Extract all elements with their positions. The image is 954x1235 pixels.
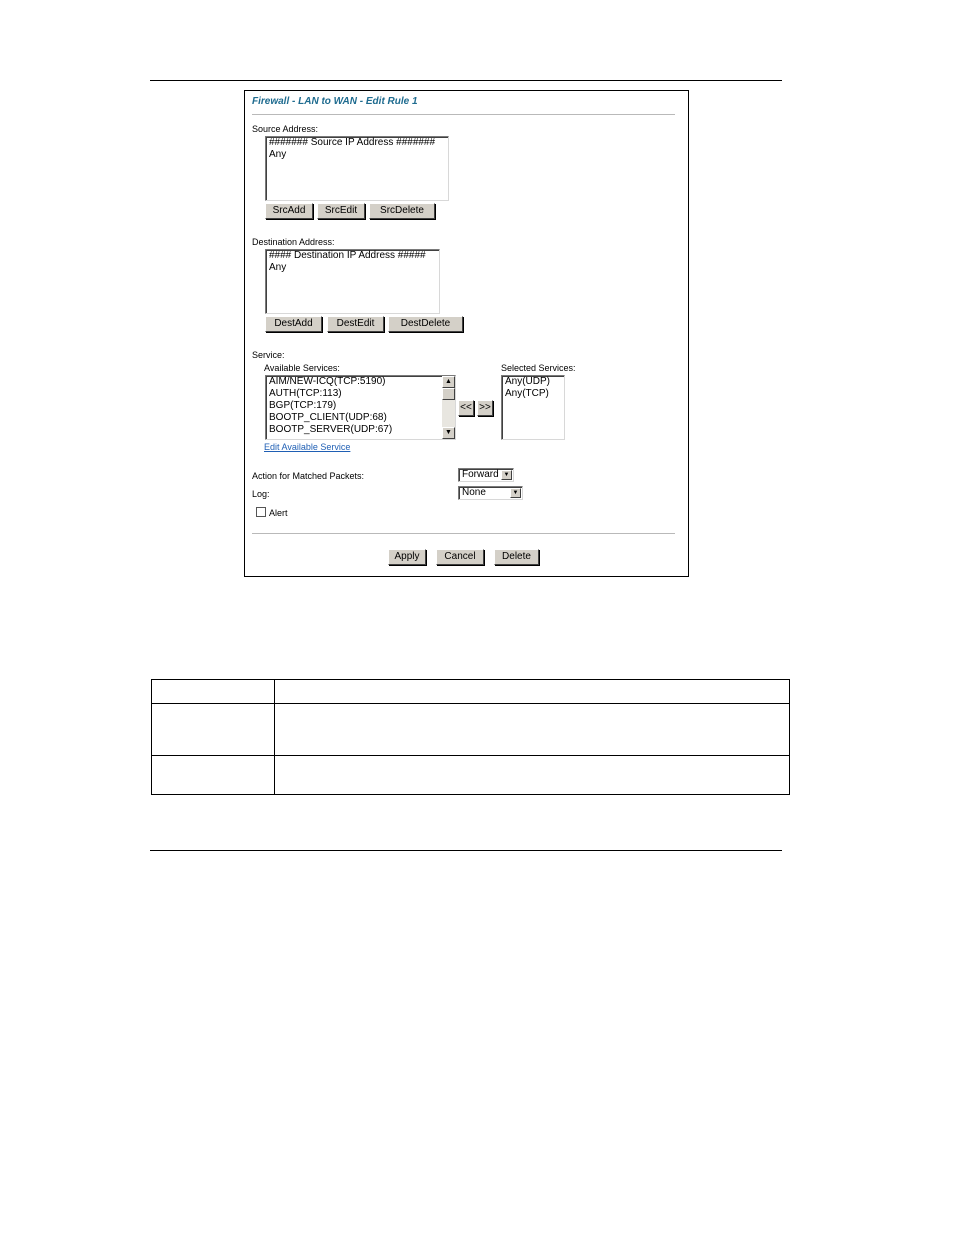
- available-services-list[interactable]: [265, 375, 456, 440]
- panel-title: Firewall - LAN to WAN - Edit Rule 1: [252, 96, 418, 107]
- chevron-down-icon[interactable]: ▼: [501, 470, 512, 480]
- remove-service-button[interactable]: <<: [458, 400, 474, 416]
- firewall-edit-rule-panel: [244, 90, 689, 577]
- list-item[interactable]: #### Destination IP Address #####: [269, 250, 426, 261]
- list-item[interactable]: BOOTP_SERVER(UDP:67): [269, 424, 393, 435]
- source-address-list[interactable]: [265, 136, 449, 201]
- scroll-down-icon[interactable]: ▼: [442, 427, 455, 439]
- dest-edit-button[interactable]: DestEdit: [327, 316, 384, 332]
- table-cell: [152, 756, 275, 795]
- dest-delete-button[interactable]: DestDelete: [388, 316, 463, 332]
- action-select[interactable]: [458, 468, 514, 482]
- list-item[interactable]: Any: [269, 262, 287, 273]
- destination-address-list[interactable]: [265, 249, 440, 314]
- src-delete-button[interactable]: SrcDelete: [369, 203, 435, 219]
- list-item[interactable]: Any(TCP): [505, 388, 549, 399]
- list-item[interactable]: BGP(TCP:179): [269, 400, 337, 411]
- edit-available-service-link[interactable]: Edit Available Service: [264, 442, 351, 452]
- log-select[interactable]: [458, 486, 523, 500]
- action-select-value: Forward: [462, 469, 499, 480]
- alert-label: Alert: [269, 508, 288, 518]
- selected-services-list[interactable]: [501, 375, 565, 440]
- scroll-up-icon[interactable]: ▲: [442, 376, 455, 388]
- action-label: Action for Matched Packets:: [252, 471, 365, 481]
- list-item[interactable]: BOOTP_CLIENT(UDP:68): [269, 412, 387, 423]
- page-header-rule: [150, 80, 782, 81]
- table-row: [152, 756, 790, 795]
- log-select-value: None: [462, 487, 486, 498]
- table-row: [152, 680, 790, 704]
- title-divider: [252, 114, 675, 115]
- destination-address-label: Destination Address:: [252, 237, 335, 247]
- service-label: Service:: [252, 350, 285, 360]
- list-item[interactable]: Any(UDP): [505, 376, 551, 387]
- table-row: [152, 704, 790, 756]
- delete-button[interactable]: Delete: [494, 549, 539, 565]
- list-item[interactable]: AUTH(TCP:113): [269, 388, 342, 399]
- available-services-label: Available Services:: [264, 363, 340, 373]
- scroll-thumb[interactable]: [442, 388, 455, 400]
- cancel-button[interactable]: Cancel: [436, 549, 484, 565]
- list-item[interactable]: AIM/NEW-ICQ(TCP:5190): [269, 376, 386, 387]
- field-description-table: [151, 679, 790, 795]
- dest-add-button[interactable]: DestAdd: [265, 316, 322, 332]
- page-footer-rule: [150, 850, 782, 851]
- alert-checkbox[interactable]: [256, 507, 266, 517]
- table-cell: [152, 704, 275, 756]
- src-edit-button[interactable]: SrcEdit: [317, 203, 365, 219]
- source-address-label: Source Address:: [252, 124, 319, 134]
- table-cell: [152, 680, 275, 704]
- src-add-button[interactable]: SrcAdd: [265, 203, 313, 219]
- table-cell: [275, 680, 790, 704]
- add-service-button[interactable]: >>: [477, 400, 493, 416]
- selected-services-label: Selected Services:: [501, 363, 576, 373]
- list-item[interactable]: ####### Source IP Address #######: [269, 137, 436, 148]
- chevron-down-icon[interactable]: ▼: [510, 488, 521, 498]
- table-cell: [275, 704, 790, 756]
- table-cell: [275, 756, 790, 795]
- available-services-scrollbar[interactable]: [442, 376, 455, 439]
- footer-divider: [252, 533, 675, 534]
- log-label: Log:: [252, 489, 270, 499]
- apply-button[interactable]: Apply: [388, 549, 426, 565]
- list-item[interactable]: Any: [269, 149, 287, 160]
